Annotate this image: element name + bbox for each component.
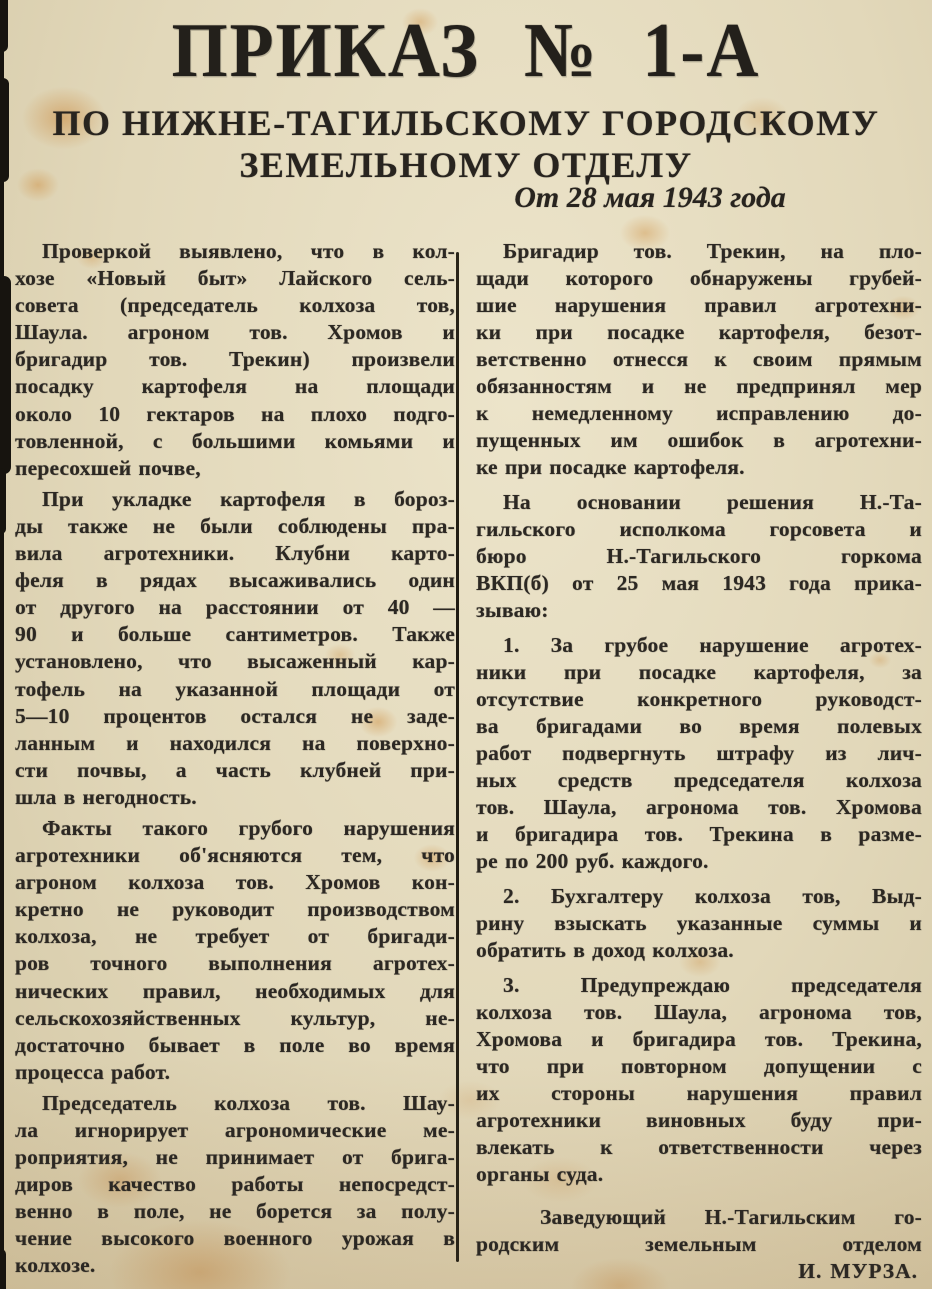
text-line: 5—10 процентов остался не заде- [15,703,455,728]
text-line: установлено, что высаженный кар- [15,649,455,674]
text-line: посадку картофеля на площади [15,374,455,399]
text-line: ре по 200 руб. каждого. [476,849,709,873]
text-line: Бригадир тов. Трекин, на пло- [503,239,922,263]
para-planting-violations [15,486,455,811]
date-line: От 28 мая 1943 года [514,181,786,214]
text-line: обратить в доход колхоза. [476,938,734,962]
text-line: бюро Н.-Тагильского горкома [476,544,922,568]
text-line: ла игнорирует агрономические ме- [15,1118,455,1142]
order-item-1 [476,632,922,875]
text-line: Заведующий Н.-Тагильским го- [540,1205,922,1229]
text-line: кретно не руководит производством [15,897,455,922]
para-chairman-blame [15,1090,455,1280]
text-line: Проверкой выявлено, что в кол- [42,239,455,263]
text-line: ки при посадке картофеля, безот- [476,320,922,344]
text-line: феля в рядах высаживались один [15,568,455,593]
text-line: ВКП(б) от 25 мая 1943 года прика- [476,571,922,595]
para-legal-basis [476,489,922,624]
text-line: тофель на указанной площади от [15,676,455,701]
text-line: влекать к ответственности через [476,1135,922,1159]
scan-edge-blob [0,468,6,534]
scan-edge-strip [0,0,4,1289]
text-line: вила агротехники. Клубни карто- [15,541,455,566]
title-word: ПРИКАЗ [171,7,481,94]
text-line: совета (председатель колхоза тов, [15,293,455,318]
text-line: тов. Шаула, агронома тов. Хромова [476,795,922,819]
text-line: роприятия, не принимает от брига- [15,1145,455,1170]
text-line: бригадир тов. Трекин) произвели [15,347,455,372]
text-line: их стороны нарушения правил [476,1081,922,1105]
text-line: диров качество работы непосредст- [15,1172,455,1197]
text-line: колхоза, не требует от бригади- [15,924,455,949]
signature-name: И. МУРЗА. [798,1259,918,1283]
text-line: работ подвергнуть штрафу из лич- [476,741,922,765]
text-line: к немедленному исправлению до- [476,401,922,425]
subtitle-line: ЗЕМЕЛЬНОМУ ОТДЕЛУ [239,145,693,185]
para-brigadier-blame [476,238,922,481]
text-line: шие нарушения правил агротехни- [476,293,922,317]
text-line: что при повторном допущении с [476,1054,922,1078]
text-line: агроном колхоза тов. Хромов кон- [15,870,455,895]
text-line: колхоза тов. Шаула, агронома тов, [476,1000,922,1024]
text-line: ды также не были соблюдены пра- [15,513,455,538]
text-line: достаточно бывает в поле во время [15,1032,455,1057]
subtitle-line: ПО НИЖНЕ-ТАГИЛЬСКОМУ ГОРОДСКОМУ [52,103,880,143]
column-divider-rule [456,252,459,1262]
text-line: ветственно отнесся к своим прямым [476,347,922,371]
column-right [476,238,922,1285]
text-line: товленной, с большими комьями и [15,428,455,453]
order-item-3 [476,972,922,1188]
text-line: Шаула. агроном тов. Хромов и [15,320,455,345]
document-masthead [0,6,932,186]
para-inspection-findings [15,238,455,482]
text-line: Хромова и бригадира тов. Трекина, [476,1027,922,1051]
text-line: На основании решения Н.-Та- [503,490,922,514]
text-line: агротехники об'ясняются тем, что [15,843,455,868]
scan-edge-blob [0,1249,6,1289]
text-line: органы суда. [476,1162,604,1186]
text-line: обязанностям и не предпринял мер [476,374,922,398]
text-line: около 10 гектаров на плохо подго- [15,401,455,426]
title-number: 1-А [642,7,761,94]
text-line: ров точного выполнения агротех- [15,951,455,976]
text-line: чение высокого военного урожая в [15,1226,455,1251]
para-agronomist-blame [15,815,455,1086]
text-line: Председатель колхоза тов. Шау- [42,1090,455,1115]
numero-sign: № [524,7,599,94]
column-left [15,238,455,1280]
text-line: ники при посадке картофеля, за [476,660,922,684]
text-line: зываю: [476,598,549,622]
text-line: 1. За грубое нарушение агротех- [503,633,922,657]
text-line: гильского исполкома горсовета и [476,517,922,541]
document-subtitle [0,102,932,186]
text-line: процесса работ. [15,1059,171,1084]
text-line: пересохшей почве, [15,455,201,480]
text-line: от другого на расстоянии от 40 — [15,595,455,620]
text-line: При укладке картофеля в бороз- [42,486,455,511]
text-line: сельскохозяйственных культур, не- [15,1005,455,1030]
text-line: венно в поле, не борется за полу- [15,1199,455,1224]
text-line: колхозе. [15,1253,96,1278]
text-line: ланным и находился на поверхно- [15,730,455,755]
text-line: отсутствие конкретного руководст- [476,687,922,711]
text-line: сти почвы, а часть клубней при- [15,757,455,782]
scan-edge-blob [0,276,11,474]
text-line: и бригадира тов. Трекина в разме- [476,822,922,846]
text-line: ва бригадами во время полевых [476,714,922,738]
text-line: хозе «Новый быт» Лайского сель- [15,266,455,291]
text-line: 3. Предупреждаю председателя [503,973,922,997]
text-line: 90 и больше сантиметров. Также [15,622,455,647]
text-line: 2. Бухгалтеру колхоза тов, Выд- [503,884,922,908]
text-line: агротехники виновных буду при- [476,1108,922,1132]
order-item-2 [476,883,922,964]
text-line: ных средств председателя колхоза [476,768,922,792]
text-line: Факты такого грубого нарушения [42,815,455,840]
text-line: нических правил, необходимых для [15,978,455,1003]
text-line: шла в негодность. [15,784,197,809]
signature-block [476,1204,922,1285]
text-line: щади которого обнаружены грубей- [476,266,922,290]
document-title [0,6,932,95]
text-line: родским земельным отделом [476,1232,922,1256]
text-line: пущенных им ошибок в агротехни- [476,428,922,452]
text-line: ке при посадке картофеля. [476,455,745,479]
text-line: рину взыскать указанные суммы и [476,911,922,935]
